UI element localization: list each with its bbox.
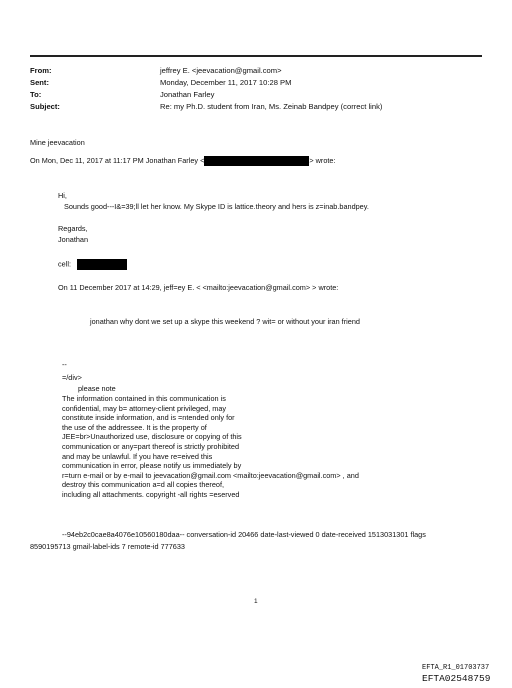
signature-name: Jonathan	[58, 235, 89, 244]
disclaimer-line: The information contained in this communication is	[62, 394, 226, 403]
quote-header-1-suffix: > wrote:	[309, 156, 336, 165]
cell-line	[58, 259, 127, 270]
disclaimer-block	[62, 394, 359, 500]
to-label: To:	[30, 90, 42, 99]
div-tag-line: =/div>	[62, 373, 82, 382]
disclaimer-line: r=turn e-mail or by e-mail to jeevacation@gmail.com <mailto:jeevacation@gmail.com> , and	[62, 470, 359, 480]
efta-large-stamp: EFTA02548759	[422, 673, 491, 684]
from-label: From:	[30, 66, 52, 75]
greeting: Hi,	[58, 191, 67, 200]
disclaimer-line: communication or any=part thereof is strictly prohibited	[62, 441, 240, 451]
disclaimer-line: constitute inside information, and is =ntended only for	[62, 413, 235, 423]
efta-small-stamp: EFTA_R1_01703737	[422, 664, 490, 672]
to-value: Jonathan Farley	[160, 90, 215, 99]
regards-line: Regards,	[58, 224, 88, 233]
sounds-good-line: Sounds good---I&=39;ll let her know. My Skype ID is lattice.theory and hers is z=inab.bandpey.	[64, 202, 369, 211]
dashes-line: --	[62, 360, 67, 369]
page-number: 1	[254, 598, 258, 605]
header-divider	[30, 55, 482, 57]
subject-value: Re: my Ph.D. student from Iran, Ms. Zeinab Bandpey (correct link)	[160, 102, 383, 111]
cell-label: cell:	[58, 259, 71, 269]
disclaimer-line: JEE=br>Unauthorized use, disclosure or copying of this	[62, 432, 242, 442]
disclaimer-line: the use of the addressee. It is the property of	[62, 422, 207, 432]
disclaimer-line: confidential, may b= attorney-client privileged, may	[62, 403, 227, 413]
metadata-line-1: --94eb2c0cae8a4076e10560180daa-- conversation-id 20466 date-last-viewed 0 date-received 1513031301 flags	[62, 530, 426, 539]
please-note-line: please note	[78, 384, 116, 393]
from-value: jeffrey E. <jeevacation@gmail.com>	[160, 66, 282, 75]
skype-request-line: jonathan why dont we set up a skype this weekend ? wit= or without your iran friend	[90, 317, 360, 326]
quote-header-2: On 11 December 2017 at 14:29, jeff=ey E. < <mailto:jeevacation@gmail.com> > wrote:	[58, 283, 339, 292]
reply-line: Mine jeevacation	[30, 138, 85, 147]
sent-value: Monday, December 11, 2017 10:28 PM	[160, 78, 292, 87]
disclaimer-line: and may be unlawful. If you have re=eived this	[62, 451, 213, 461]
metadata-line-2: 8590195713 gmail-label-ids 7 remote-id 777633	[30, 542, 185, 551]
disclaimer-line: destroy this communication a=d all copies thereof,	[62, 480, 225, 490]
subject-label: Subject:	[30, 102, 60, 111]
redaction-block	[204, 156, 309, 166]
redaction-block	[77, 259, 127, 270]
disclaimer-line: including all attachments. copyright -all rights =eserved	[62, 489, 240, 499]
quote-header-1-prefix: On Mon, Dec 11, 2017 at 11:17 PM Jonathan Farley <	[30, 156, 205, 165]
quote-header-1	[30, 156, 336, 166]
sent-label: Sent:	[30, 78, 49, 87]
disclaimer-line: communication in error, please notify us immediately by	[62, 461, 242, 471]
